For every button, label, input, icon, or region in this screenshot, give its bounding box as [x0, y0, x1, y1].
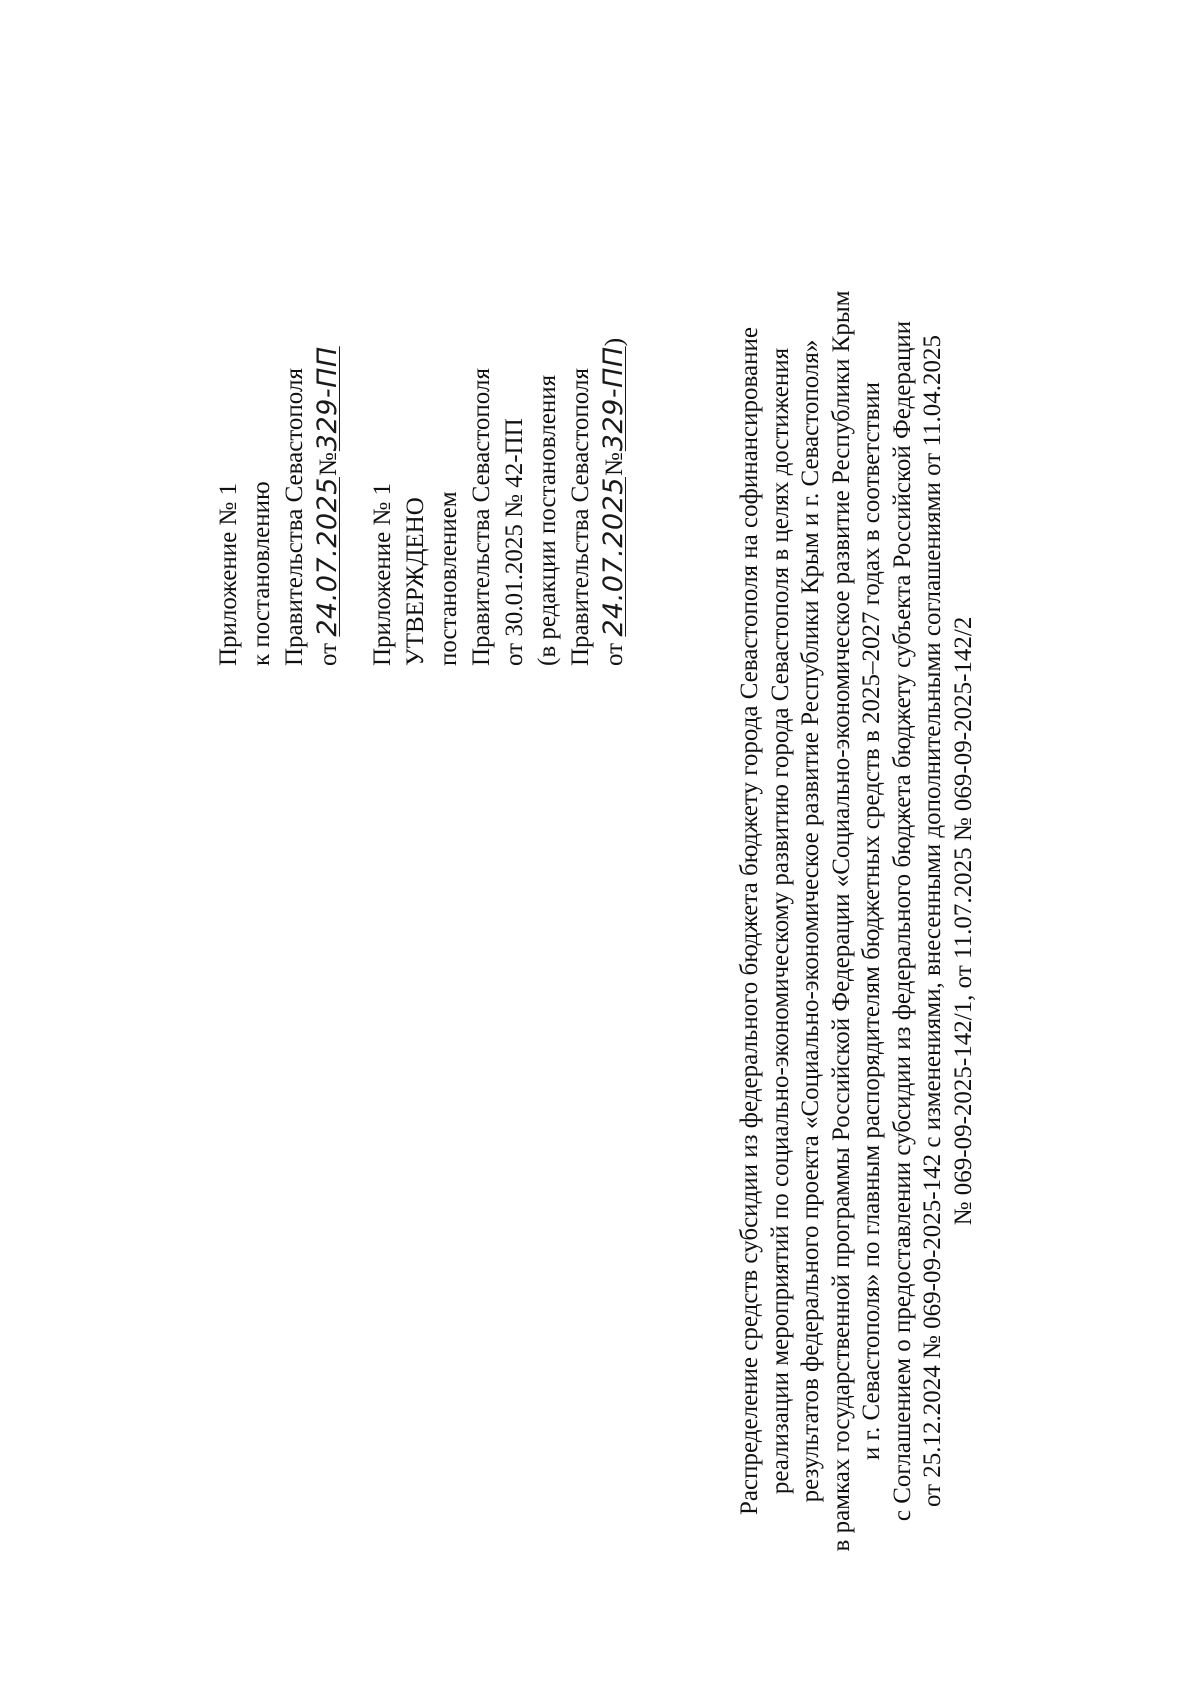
- appendix-number-line-2: Приложение № 1: [369, 482, 396, 666]
- government-line-3: Правительства Севастополя: [567, 368, 594, 666]
- resolution-date-line: [311, 146, 344, 666]
- from-prefix-2: от: [601, 642, 628, 666]
- title-line: результатов федерального проекта «Социально-экономическое развитие Республики Крым и г. Севастополя»: [797, 339, 824, 1503]
- approved-stamp-text: УТВЕРЖДЕНО: [402, 497, 429, 666]
- government-line: Правительства Севастополя: [281, 368, 308, 666]
- to-resolution-line: к постановлению: [248, 481, 275, 666]
- number-sign-2: №: [601, 452, 628, 477]
- approval-block: [212, 146, 630, 666]
- title-line: № 069-09-2025-142/1, от 11.07.2025 № 069-09-2025-142/2: [949, 616, 977, 1226]
- number-sign: №: [315, 452, 342, 477]
- government-line-2: Правительства Севастополя: [468, 368, 495, 666]
- handwritten-date: 24.07.2025: [312, 477, 343, 637]
- title-line: реализации мероприятий по социально-экономическому развитию города Севастополя в целях достижения: [766, 347, 794, 1495]
- original-resolution-ref: от 30.01.2025 № 42-ПП: [501, 418, 528, 666]
- edition-line: (в редакции постановления: [534, 374, 561, 666]
- handwritten-number-2: 329-ПП: [598, 346, 629, 452]
- document-title: [735, 271, 979, 1571]
- title-line: с Соглашением о предоставлении субсидии из федерального бюджета бюджету субъекта Российской Федерации: [888, 320, 916, 1522]
- appendix-number-line: Приложение № 1: [215, 482, 242, 666]
- title-line: от 25.12.2024 № 069-09-2025-142 с изменениями, внесенными дополнительными соглашениями от 11.04.2025: [919, 334, 946, 1508]
- title-line: и г. Севастополя» по главным распорядителям бюджетных средств в 2025–2027 годах в соответствии: [858, 381, 885, 1461]
- from-prefix: от: [315, 642, 342, 666]
- title-line: в рамках государственной программы Российской Федерации «Социально-экономическое развитие Республики Крым: [827, 290, 855, 1552]
- title-line: Распределение средств субсидии из федерального бюджета бюджету города Севастополя на софинансирование: [736, 327, 763, 1515]
- close-paren: ): [601, 337, 628, 347]
- handwritten-date-2: 24.07.2025: [598, 477, 629, 637]
- edition-date-line: [597, 146, 630, 666]
- handwritten-number: 329-ПП: [312, 346, 343, 452]
- by-resolution-line: постановлением: [435, 491, 462, 666]
